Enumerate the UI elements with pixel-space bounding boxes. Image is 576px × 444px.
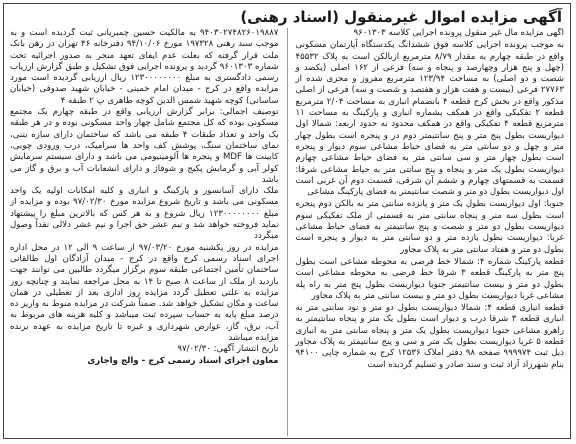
publish-date: تاریخ انتشار آگهی: ۹۷/۰۲/۳۰ [177, 344, 279, 355]
notice-body [10, 28, 564, 436]
left-paragraph: توصیف اجمالی: برابر گزارش ارزیابی واقع در طبقه چهارم یک مجتمع مسکونی بوده که کل مجتمع شامل چهار واحد مسکونی بوده و در هر طبقه یک واحد و تعداد طبقات ۴ طبقه می باشد که ساختمان دارای سازه بتنی، نمای ساختمان سنگ، پوشش کف واحد ها سرامیک، درب ورودی چوبی، کابینت ها MDF و پنجره ها آلومینیومی می باشد و دارای سیستم سرمایش کولر آبی و گرمایش پکیج و شوفاژ و دارای انشعابات آب و برق و گاز می باشد [9, 107, 279, 185]
column-divider [287, 28, 288, 436]
right-paragraph: جنوبا: اول دیواریست بطول یک متر و پانزده سانتی متر به بالکن دوم پنجره است بطول سه متر و پنجاه سانتی متر به قسمتی از ملک تفکیکی سوم دیواریست بطول دو متر و شصت و پنج سانتیمتر به فضای حیاط مشاعی غربا: دیواریست بطول یازده متر و دو سانتی متر به دیوار و پنجره است بطول دو متر و هفتاد سانتی متر به پلاک مجاور [295, 199, 564, 255]
right-paragraph: قطعه پارکینگ شماره ۴: شمالا خط فرضی به محوطه مشاعی است بطول پنج متر به پارکینگ قطعه ۳ شرقا خط فرضی به محوطه مشاعی است بطول دو متر و بیست سانتیمتر جنوبا دیواریست بطول پنج متر به راه پله مشاعی غربا دیواریست بطول دو متر و بیست سانتی متر به پلاک مجاور [295, 256, 564, 301]
auction-notice [3, 3, 571, 439]
right-paragraph: به موجب پرونده اجرایی کلاسه فوق ششدانگ یکدستگاه آپارتمان مسکونی واقع در طبقه چهارم به مقدار ۸/۷۹ مترمربع ازبالکن است به پلاک ۴۵۵۳۲ (چهل و پنج هزار وچهارصد و پنجاه و سه) فرعی از ۱۶۲ اصلی (یکصد و شصت و دو اصلی) به مساحت ۱۲۳/۹۴ مترمربع مفروز و مجزی شده از ۲۷۷۶۳ فرعی (بیست و هفت هزار و هفتصد و شصت و سه) فرعی از اصلی مذکور واقع در بخش کرج قطعه ۴ بانضمام انباری به مساحت ۲/۰۴ مترمربع قطعه ۲ تفکیکی واقع در همکف بشماره انباری و پارکینگ به مساحت ۱۱ مترمربع قطعه ۴ تفکیکی واقع در همکف محدود به حدود اربعه: شمالا اول دیواریست بطول پنج متر و پنج سانتیمتر دوم در و پنجره است بطول چهار متر و چهل و دو سانتی متر به فضای حیاط مشاعی سوم دیوار و پنجره است بطول چهار متر و سی سانتی متر به فضای حیاط مشاعی چهارم دیواریست بطول یک متر و پنجاه و پنج سانتی متر به حیاط مشاعی شرقا: قسمت به قسمتهای چهارم و ششم آن شرقی، قسمت دوم آن غربی است اول دیواریست بطول دو متر و شصت سانتیمتر به فضای پارکینگ مشاعی [295, 40, 564, 198]
right-paragraph: آگهی مزایده مال غیر منقول پرونده اجرایی کلاسه ۹۶۰۱۳۰۳ [353, 28, 564, 38]
left-paragraph: ۹۴۰۳۰۲۷۴۸۲۶۰۱۹۸۸۷ به مالکیت حسین چمبریانی ثبت گردیده است و به موجب سند رهنی ۱۹۷۳۲۸ مورخ ۹۴/۱۰/۰۶ دفترخانه ۴۶ تهران در رهن بانک ملت قرار گرفته که بعلت عدم ایفای تعهد منجر به صدور اجرائیه تحت شماره ۹۶۰۱۳۰۳ گردید و پرونده اجرایی فوق تشکیل و طبق گزارش ارزیاب رسمی دادگستری به مبلغ ۱۲۳۰۰۰۰۰۰۰۰ ریال ارزیابی گردیده است مورد مزایده واقع در کرج - میدان امام خمینی - خیابان شهید صدوقی (خیابان ساسانی) کوچه شهید شمس الدین کوچه طاهری پ ۲ طبقه ۴ [9, 28, 279, 106]
right-paragraph: قطعه انباری قطعه ۴: شمالا دیواریست بطول دو متر و نود سانتی متر به انباری قطعه ۳ شرقا درب و دیوار است بطول یک متر و پنجاه سانتیمتر به راهرو مشاعی جنوبا دیواریست بطول یک متر و پنجاه سانتی متر به انباری قطعه ۵ غربا دیواریست بطول یک متر و سی و پنج سانتیمتر به پلاک مجاور ذیل ثبت ۹۹۹۹۷۴ صفحه ۹۸ دفتر املاک ۱۲۵۳۶ کرج به شماره چاپی ۹۴۱۰۰ بنام شهرزاد آزاد ثبت و سند صادر و تسلیم گردیده است [295, 303, 564, 370]
left-paragraph: ملک دارای آسانسور و پارکینگ و انباری و کلیه امکانات اولیه یک واحد مسکونی می باشد و تاریخ شروع مزایده مورخ ۹۷/۰۲/۳۰ بوده و مزایده از مبلغ ۱۲۳۰۰۰۰۰۰۰۰ ریال شروع و به هر کس که بالاترین مبلغ را پیشنهاد نماید فروخته خواهد شد و نیم عشر حق اجرا و نیم عشر دلالی نقداً وصول میگردد [9, 186, 279, 242]
left-column [10, 28, 279, 436]
signature-line: معاون اجرای اسناد رسمی کرج - والج واجاری [87, 355, 279, 366]
notice-title: آگهی مزایده اموال غیرمنقول (اسناد رهنی) [240, 8, 562, 26]
left-paragraph: مزایده در روز یکشنبه مورخ ۹۷/۰۳/۲۰ از ساعت ۹ الی ۱۲ در محل اداره اجرای اسناد رسمی کرج واقع در کرج - میدان آزادگان اول طالقانی ساختمان تأمین اجتماعی طبقه سوم برگزار میگردد طالبین می توانند جهت بازدید از ملک از ساعت ۸ صبح تا ۱۴ به محل مراجعه نمایند و چنانچه روز مزایده به علتی تعطیل گردد مزایده روز اداری بعد از تعطیلی در همان ساعت و مکان تشکیل خواهد شد. ضمناً شرکت در مزایده منوط به واریز ده درصد مبلغ پایه به حساب سپرده ثبت میباشد و کلیه هزینه های مربوط به آب، برق، گاز، عوارض شهرداری و غیره تا تاریخ مزایده به عهده برنده مزایده میباشد [9, 242, 279, 344]
right-column [295, 28, 564, 436]
